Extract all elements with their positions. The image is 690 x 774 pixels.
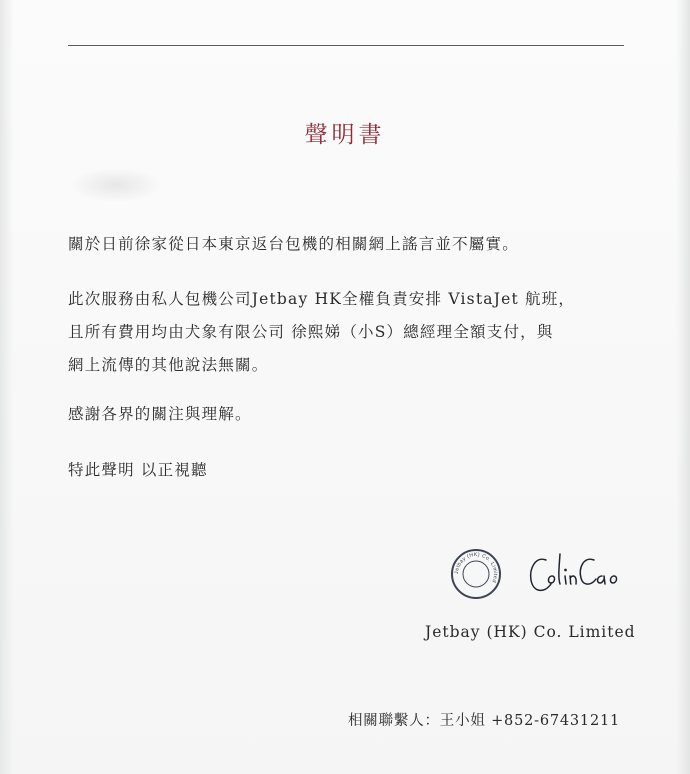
header-divider [68,45,624,46]
paragraph-line: 且所有費用均由犬象有限公司 徐熙娣（小S）總經理全額支付，與 [68,323,554,341]
paragraph-line: 網上流傳的其他說法無關。 [68,356,269,374]
company-name: Jetbay (HK) Co. Limited [425,623,636,641]
company-seal-stamp [450,548,502,600]
paragraph-closing: 特此聲明 以正視聽 [68,461,208,479]
document-title: 聲明書 [304,122,386,148]
paragraph-flight-details [68,283,575,382]
paragraph-thanks: 感謝各界的關注與理解。 [68,405,252,423]
paragraph-line: 此次服務由私人包機公司Jetbay HK全權負責安排 VistaJet 航班， [68,290,576,308]
signature-colin-cao [526,546,632,602]
paragraph-rumor-denial: 關於日前徐家從日本東京返台包機的相關網上謠言並不屬實。 [68,235,519,253]
blurred-smudge [70,168,162,202]
svg-text:Jetbay (HK) Co. Limited: Jetbay (HK) Co. Limited [453,551,499,584]
contact-person: 相關聯繫人：王小姐 +852-67431211 [348,713,621,729]
